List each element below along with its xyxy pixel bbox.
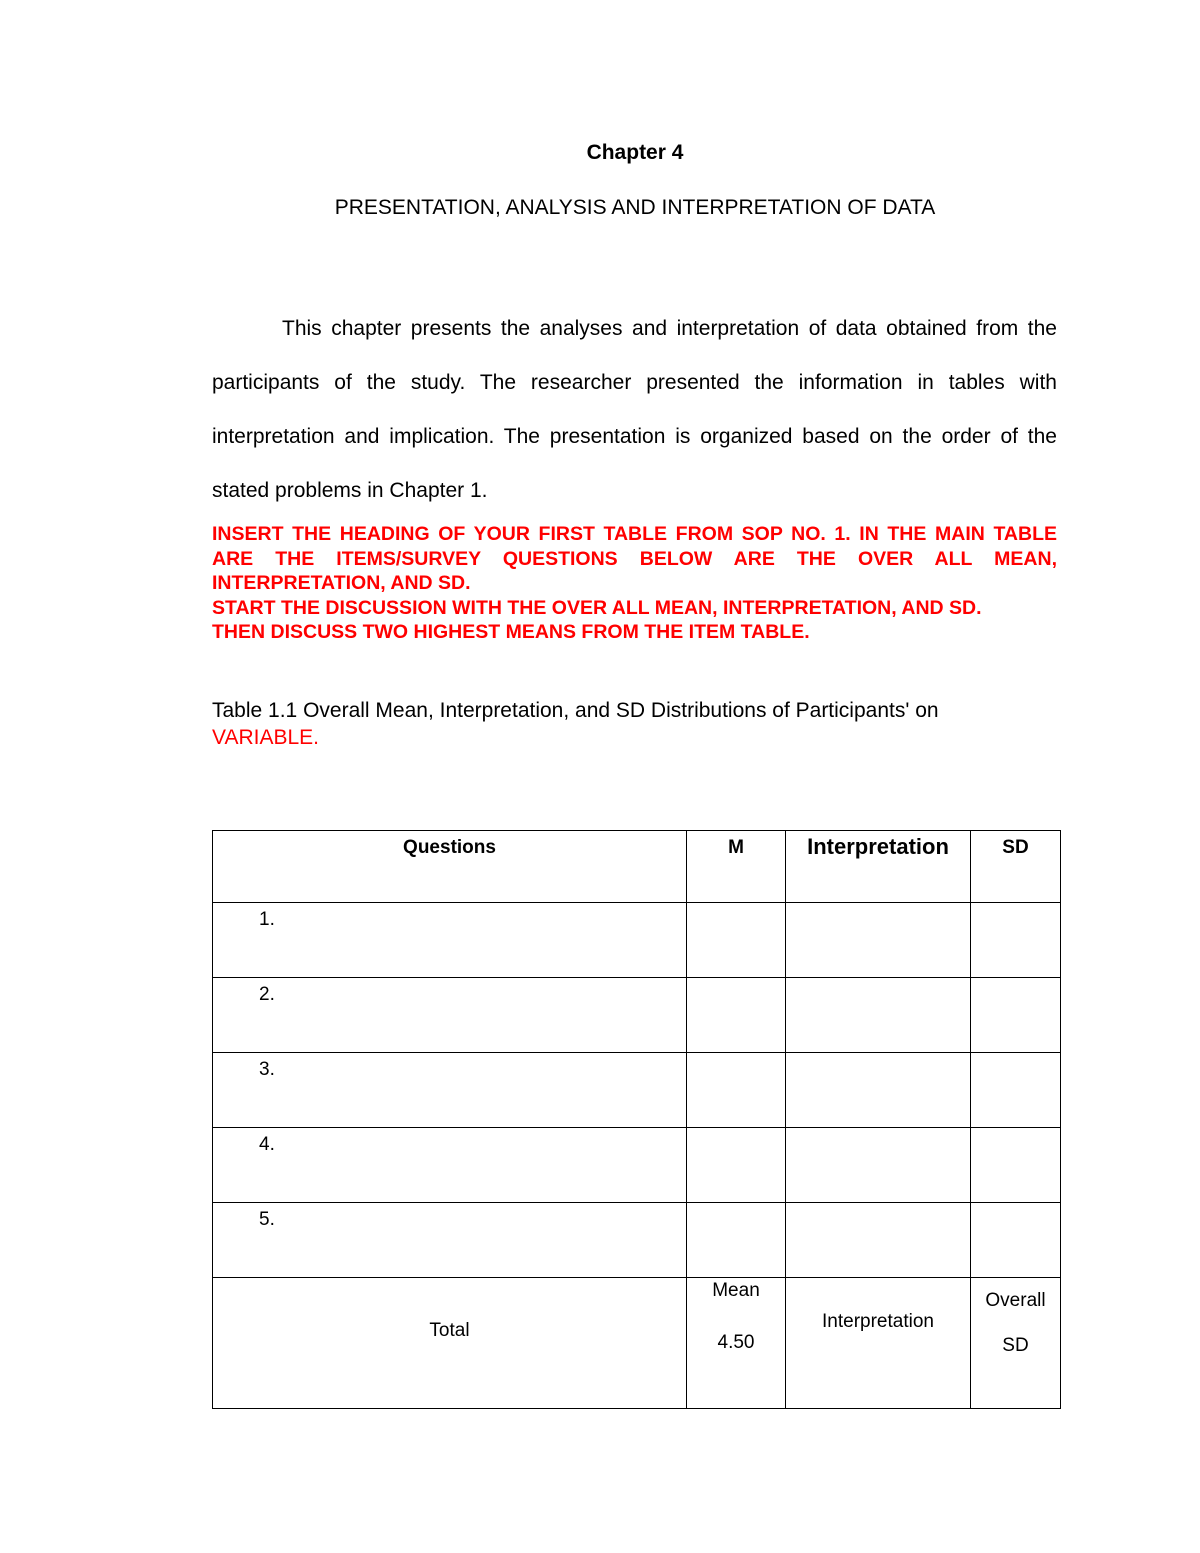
item-number: 5. xyxy=(213,1203,687,1278)
item-mean-cell xyxy=(687,1053,786,1128)
total-mean-label: Mean xyxy=(712,1280,760,1301)
chapter-title: Chapter 4 xyxy=(586,141,684,164)
item-interpretation-cell xyxy=(786,1203,971,1278)
item-number: 2. xyxy=(213,978,687,1053)
table-row xyxy=(213,903,1061,978)
intro-paragraph xyxy=(212,302,1057,518)
table-row xyxy=(213,1128,1061,1203)
header-mean: M xyxy=(687,831,786,903)
item-interpretation-cell xyxy=(786,903,971,978)
item-mean-cell xyxy=(687,978,786,1053)
total-mean-cell xyxy=(687,1278,786,1409)
item-sd-cell xyxy=(971,1203,1061,1278)
instruction-line-1: INSERT THE HEADING OF YOUR FIRST TABLE FROM SOP NO. 1. IN THE MAIN TABLE ARE THE ITEMS/SURVEY QUESTIONS BELOW ARE THE OVER ALL MEAN, INTERPRETATION, AND SD. xyxy=(212,523,1057,595)
results-table xyxy=(212,830,1061,1409)
table-caption xyxy=(212,697,1057,751)
section-title: PRESENTATION, ANALYSIS AND INTERPRETATION OF DATA xyxy=(334,196,936,219)
total-sd-cell xyxy=(971,1278,1061,1409)
total-mean-value: 4.50 xyxy=(717,1332,755,1353)
item-number: 4. xyxy=(213,1128,687,1203)
header-interpretation: Interpretation xyxy=(786,831,971,903)
item-sd-cell xyxy=(971,1128,1061,1203)
item-mean-cell xyxy=(687,1203,786,1278)
item-sd-cell xyxy=(971,1053,1061,1128)
total-sd-line-1: Overall xyxy=(985,1290,1046,1311)
total-row xyxy=(213,1278,1061,1409)
item-mean-cell xyxy=(687,903,786,978)
total-label-cell xyxy=(213,1278,687,1409)
item-interpretation-cell xyxy=(786,1128,971,1203)
table-caption-text: Table 1.1 Overall Mean, Interpretation, and SD Distributions of Participants' on xyxy=(212,699,939,722)
item-interpretation-cell xyxy=(786,978,971,1053)
total-sd-line-2: SD xyxy=(1002,1335,1029,1356)
item-sd-cell xyxy=(971,903,1061,978)
instruction-line-2: START THE DISCUSSION WITH THE OVER ALL MEAN, INTERPRETATION, AND SD. xyxy=(212,596,982,619)
item-number: 1. xyxy=(213,903,687,978)
header-questions: Questions xyxy=(213,831,687,903)
item-number: 3. xyxy=(213,1053,687,1128)
item-mean-cell xyxy=(687,1128,786,1203)
item-sd-cell xyxy=(971,978,1061,1053)
table-row xyxy=(213,978,1061,1053)
table-row xyxy=(213,1053,1061,1128)
total-label: Total xyxy=(429,1320,470,1341)
header-sd: SD xyxy=(971,831,1061,903)
table-row xyxy=(213,1203,1061,1278)
intro-text: This chapter presents the analyses and interpretation of data obtained from the participants of the study. The researcher presented the information in tables with interpretation and implication. The presentation is organized based on the order of the stated problems in Chapter 1. xyxy=(212,317,1057,502)
instruction-line-3: THEN DISCUSS TWO HIGHEST MEANS FROM THE ITEM TABLE. xyxy=(212,621,810,644)
instructions-block xyxy=(212,522,1057,645)
item-interpretation-cell xyxy=(786,1053,971,1128)
total-interpretation-cell xyxy=(786,1278,971,1409)
table-header-row xyxy=(213,831,1061,903)
total-interpretation: Interpretation xyxy=(822,1311,934,1332)
table-caption-variable: VARIABLE. xyxy=(212,726,319,749)
